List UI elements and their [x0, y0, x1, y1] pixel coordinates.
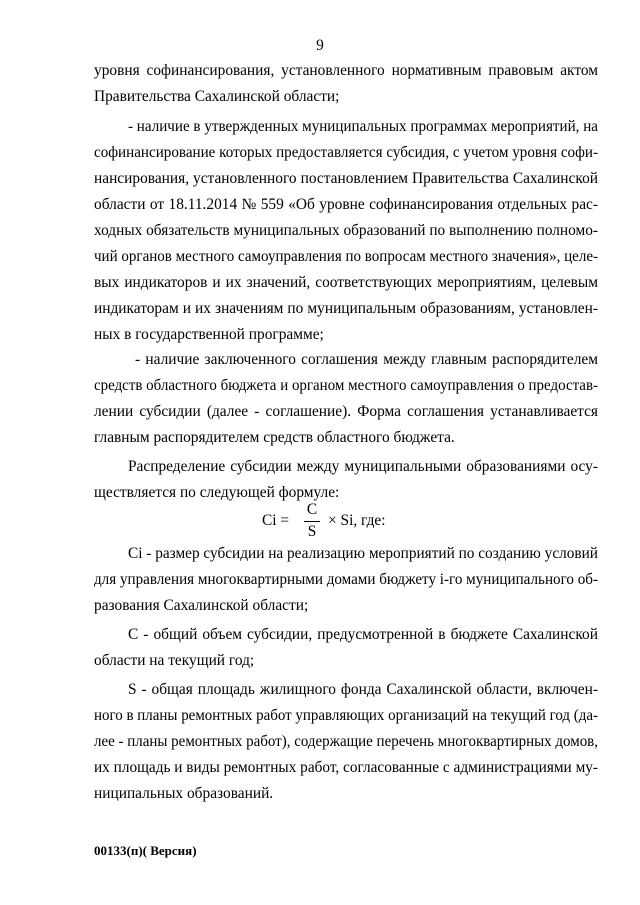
- text-line: лее - планы ремонтных работ), содержащие перечень многоквартирных домов,: [94, 733, 598, 750]
- text-line: ниципальных образований.: [94, 785, 274, 802]
- text-line: нансирования, установленного постановлением Правительства Сахалинской: [94, 170, 598, 187]
- text-line: - наличие заключенного соглашения между главным распорядителем: [135, 351, 598, 368]
- text-line: вых индикаторов и их значений, соответствующих мероприятиям, целевым: [94, 274, 598, 291]
- formula-denominator: S: [307, 523, 317, 540]
- text-line: лении субсидии (далее - соглашение). Форма соглашения устанавливается: [94, 403, 598, 420]
- text-line: - наличие в утвержденных муниципальных программах мероприятий, на: [128, 118, 598, 135]
- text-line: ных в государственной программе;: [94, 326, 324, 343]
- text-line: Ci - размер субсидии на реализацию мероприятий по созданию условий: [128, 545, 598, 562]
- text-line: Правительства Сахалинской области;: [94, 88, 340, 105]
- formula-numerator: C: [306, 501, 318, 518]
- text-line: области от 18.11.2014 № 559 «Об уровне софинансирования отдельных рас-: [94, 196, 598, 213]
- formula-rhs: × Si, где:: [328, 512, 386, 529]
- text-line: чий органов местного самоуправления по вопросам местного значения», целе-: [94, 248, 598, 265]
- formula-lhs: Ci =: [262, 512, 290, 529]
- text-line: главным распорядителем средств областного бюджета.: [94, 429, 455, 446]
- document-code-footer: 00133(п)( Версия): [94, 843, 197, 858]
- text-line: для управления многоквартирными домами бюджету i-го муниципального об-: [94, 571, 598, 588]
- text-line: софинансирование которых предоставляется субсидия, с учетом уровня софи-: [94, 144, 598, 161]
- text-line: С - общий объем субсидии, предусмотренной в бюджете Сахалинской: [128, 626, 598, 643]
- text-line: ходных обязательств муниципальных образований по выполнению полномо-: [94, 222, 598, 239]
- page-number: 9: [316, 37, 324, 54]
- text-line: Распределение субсидии между муниципальными образованиями осу-: [128, 458, 598, 475]
- text-line: средств областного бюджета и органом местного самоуправления о предостав-: [94, 377, 598, 394]
- text-line: их площадь и виды ремонтных работ, согласованные с администрациями му-: [94, 759, 598, 776]
- text-line: уровня софинансирования, установленного нормативным правовым актом: [94, 62, 598, 79]
- text-line: индикаторам и их значениям по муниципальным образованиям, установлен-: [94, 300, 598, 317]
- text-line: ществляется по следующей формуле:: [94, 484, 340, 501]
- text-line: S - общая площадь жилищного фонда Сахалинской области, включен-: [128, 681, 598, 698]
- text-line: разования Сахалинской области;: [94, 597, 309, 614]
- text-line: ного в планы ремонтных работ управляющих организаций на текущий год (да-: [94, 707, 598, 724]
- text-line: области на текущий год;: [94, 652, 255, 669]
